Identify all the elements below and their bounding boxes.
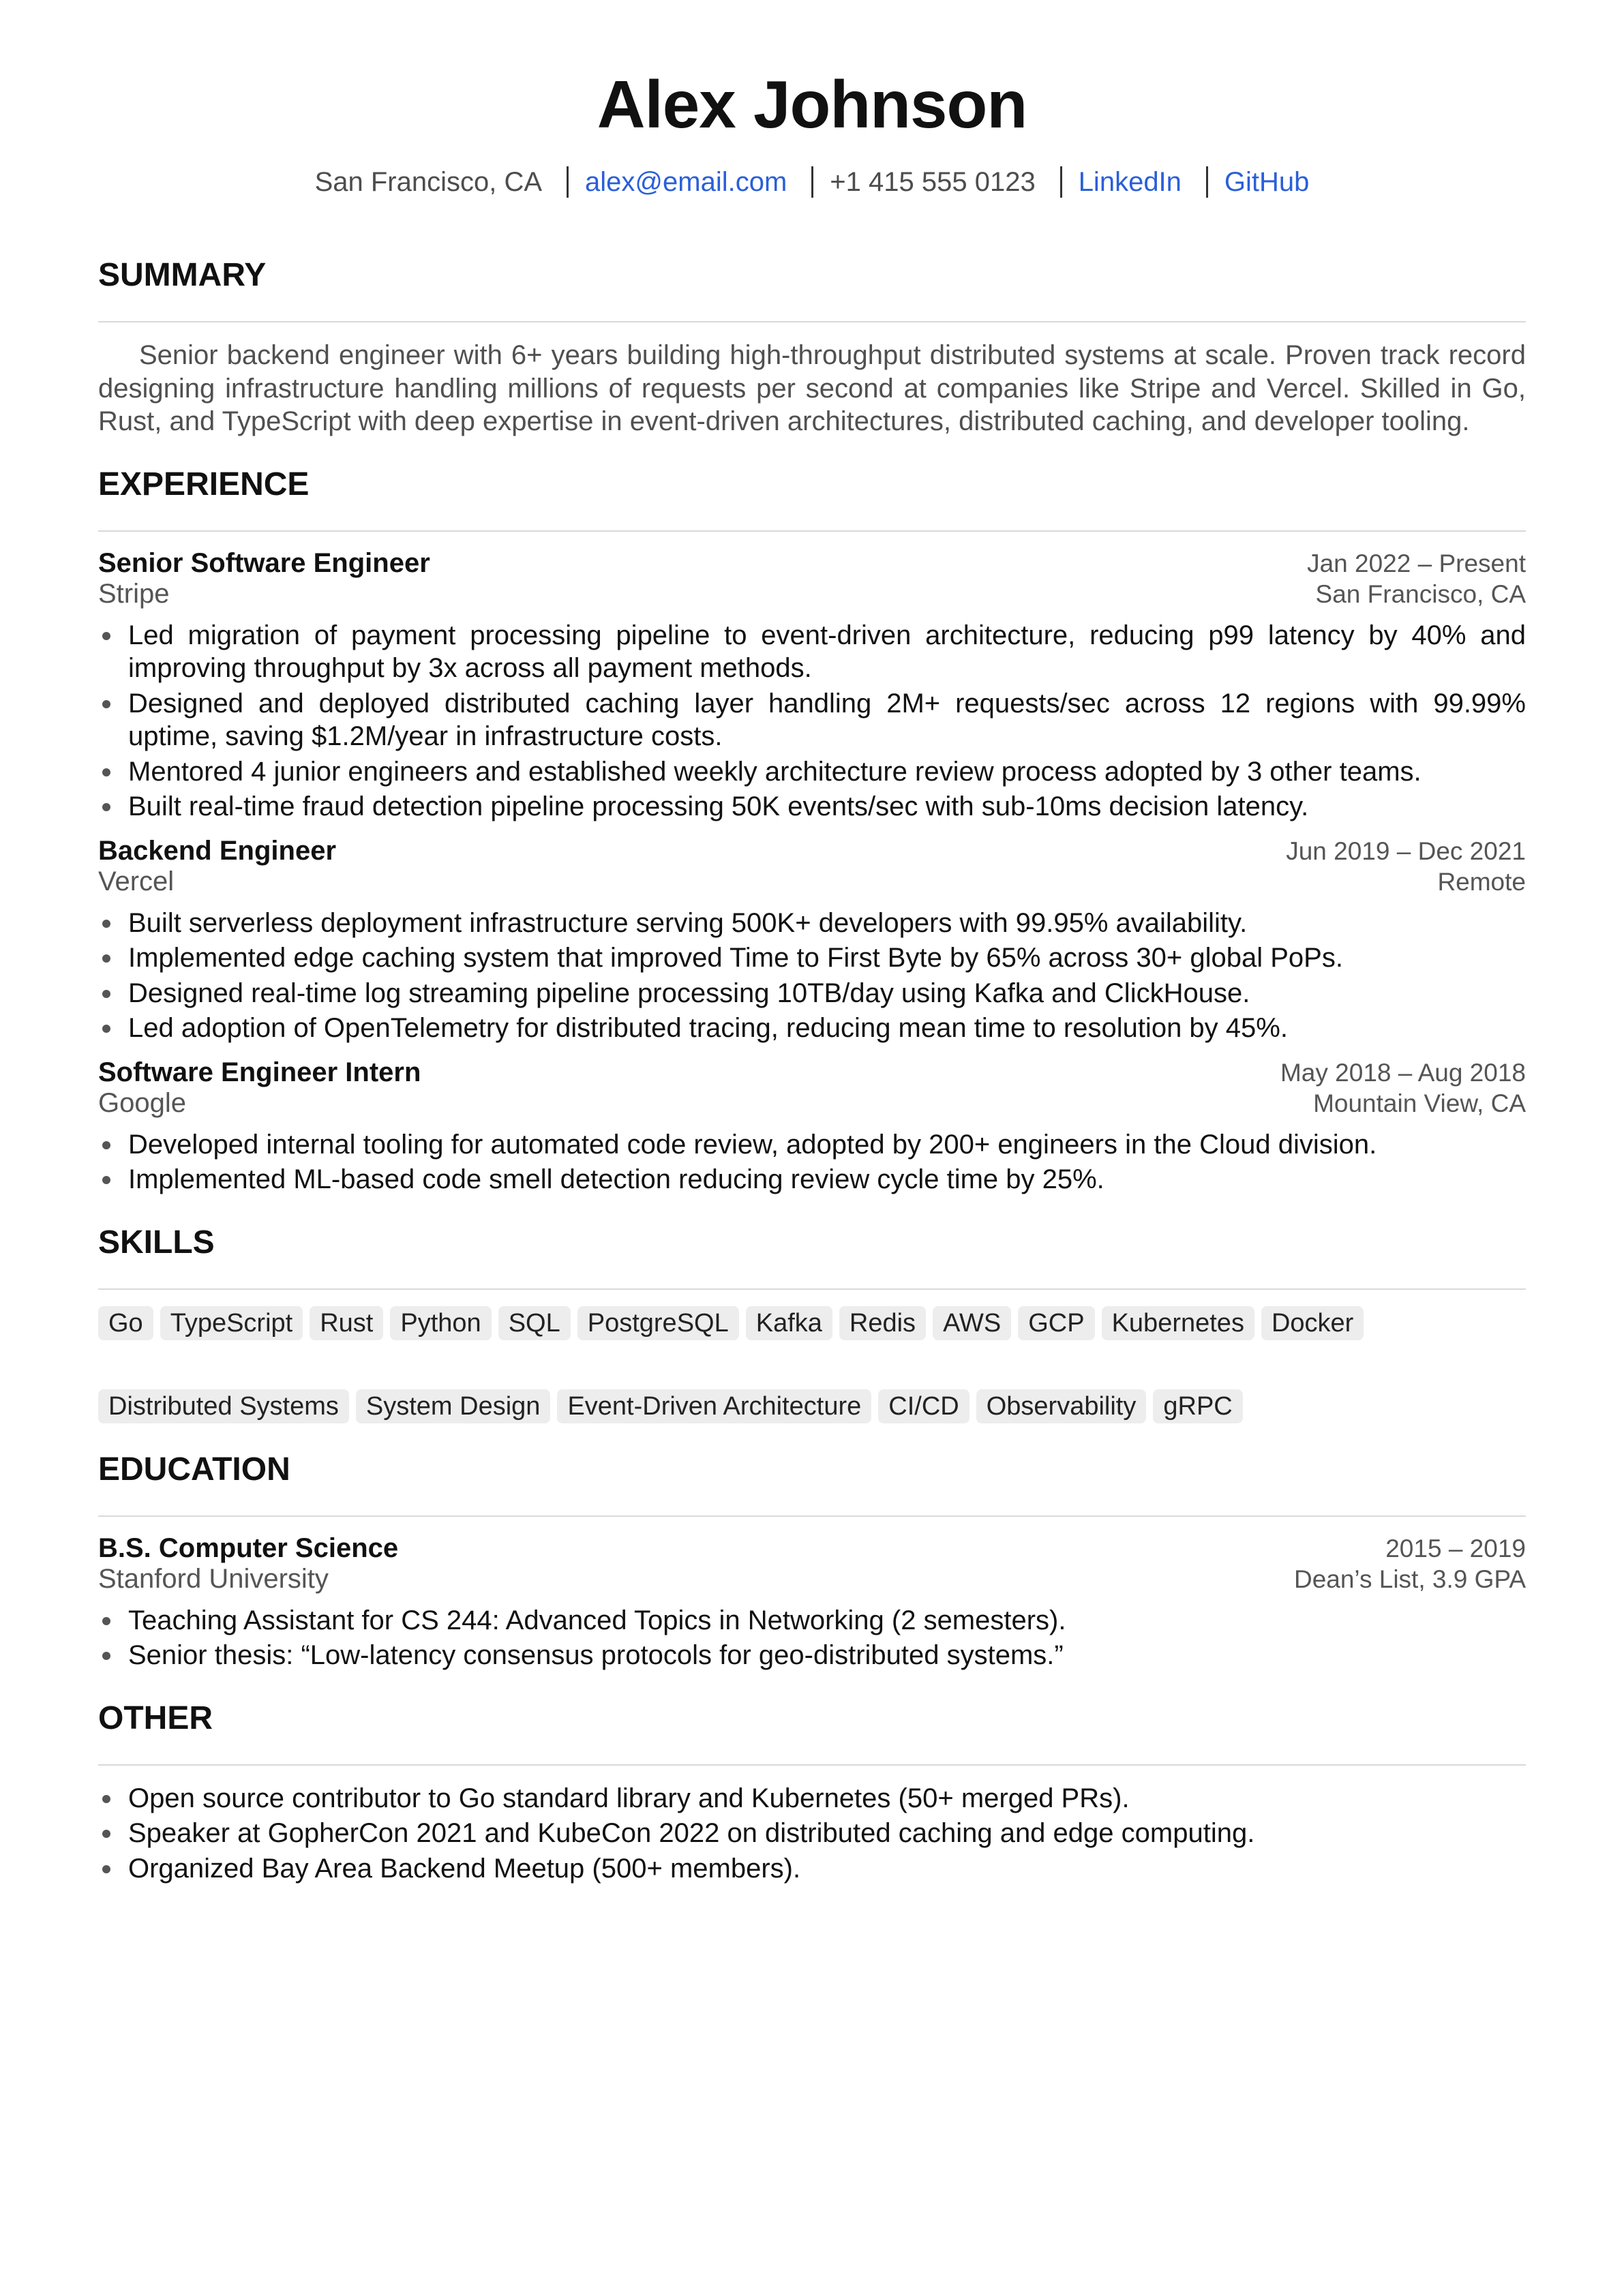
skills-list <box>98 1306 1526 1423</box>
skill-tag: Rust <box>310 1306 383 1340</box>
other-section <box>98 1702 1526 1886</box>
skill-tag: GCP <box>1018 1306 1094 1340</box>
section-divider <box>98 530 1526 532</box>
section-divider <box>98 1288 1526 1290</box>
skill-tag: SQL <box>498 1306 571 1340</box>
job-company: Stripe <box>98 578 170 609</box>
skill-tag: AWS <box>933 1306 1011 1340</box>
job-title: Software Engineer Intern <box>98 1057 421 1087</box>
job-header <box>98 1057 1526 1088</box>
skill-tag: gRPC <box>1153 1389 1242 1423</box>
skill-tag: Redis <box>839 1306 926 1340</box>
contact-divider <box>1206 166 1208 198</box>
job-header <box>98 836 1526 866</box>
skill-tag: Go <box>98 1306 153 1340</box>
list-item: Speaker at GopherCon 2021 and KubeCon 2022 on distributed caching and edge computing. <box>98 1817 1526 1850</box>
contact-line <box>98 166 1526 198</box>
email-link[interactable]: alex@email.com <box>585 167 787 197</box>
list-item: Implemented edge caching system that improved Time to First Byte by 65% across 30+ global PoPs. <box>98 941 1526 975</box>
candidate-name: Alex Johnson <box>597 67 1027 142</box>
job-bullets <box>98 907 1526 1045</box>
skill-tag: Kubernetes <box>1102 1306 1254 1340</box>
list-item: Built real-time fraud detection pipeline processing 50K events/sec with sub-10ms decision latency. <box>98 790 1526 824</box>
skill-tag: Observability <box>976 1389 1147 1423</box>
job-subheader <box>98 866 1526 897</box>
contact-divider <box>1060 166 1062 198</box>
summary-text: Senior backend engineer with 6+ years building high-throughput distributed systems at scale. Proven track record designing infrastructure handling millions of requests per second at companies like Stripe and Vercel. Skilled in Go, Rust, and TypeScript with deep expertise in event-driven architectures, distributed caching, and developer tooling. <box>98 340 1526 436</box>
bullet-dot-icon <box>102 1025 110 1033</box>
job-location: San Francisco, CA <box>1315 579 1526 608</box>
education-dates: 2015 – 2019 <box>1385 1534 1526 1562</box>
job-location: Remote <box>1437 867 1526 896</box>
skill-tag: Event-Driven Architecture <box>557 1389 871 1423</box>
section-divider <box>98 321 1526 322</box>
list-item: Designed and deployed distributed caching layer handling 2M+ requests/sec across 12 regions with 99.99% uptime, saving $1.2M/year in infrastructure costs. <box>98 687 1526 753</box>
linkedin-link[interactable]: LinkedIn <box>1078 167 1182 197</box>
skill-tag: Python <box>390 1306 491 1340</box>
skills-section <box>98 1226 1526 1423</box>
bullet-dot-icon <box>102 803 110 811</box>
job-dates: Jun 2019 – Dec 2021 <box>1286 836 1526 865</box>
contact-divider <box>567 166 569 198</box>
job-company: Vercel <box>98 866 175 896</box>
contact-phone: +1 415 555 0123 <box>830 167 1036 197</box>
job-dates: Jan 2022 – Present <box>1307 549 1526 577</box>
job-bullets <box>98 1128 1526 1196</box>
bullet-dot-icon <box>102 1865 110 1873</box>
job-bullets <box>98 619 1526 824</box>
section-divider <box>98 1515 1526 1517</box>
education-honors: Dean’s List, 3.9 GPA <box>1293 1565 1526 1593</box>
list-item: Led migration of payment processing pipeline to event-driven architecture, reducing p99 latency by 40% and improving throughput by 3x across all payment methods. <box>98 619 1526 685</box>
skill-tag: CI/CD <box>878 1389 969 1423</box>
education-bullets <box>98 1604 1526 1672</box>
job-title: Backend Engineer <box>98 835 337 866</box>
list-item: Mentored 4 junior engineers and established weekly architecture review process adopted by 3 other teams. <box>98 755 1526 789</box>
job-entry <box>98 548 1526 824</box>
bullet-dot-icon <box>102 632 110 640</box>
bullet-dot-icon <box>102 700 110 708</box>
job-entry <box>98 1057 1526 1196</box>
bullet-dot-icon <box>102 768 110 776</box>
education-entry <box>98 1533 1526 1672</box>
job-header <box>98 548 1526 579</box>
contact-location: San Francisco, CA <box>314 167 543 197</box>
bullet-dot-icon <box>102 1141 110 1149</box>
bullet-dot-icon <box>102 1617 110 1625</box>
bullet-dot-icon <box>102 990 110 998</box>
job-company: Google <box>98 1087 186 1118</box>
job-location: Mountain View, CA <box>1313 1089 1526 1117</box>
job-subheader <box>98 579 1526 609</box>
skill-tag: PostgreSQL <box>577 1306 739 1340</box>
skill-tag: System Design <box>356 1389 551 1423</box>
job-entry <box>98 836 1526 1045</box>
contact-divider <box>811 166 813 198</box>
skill-tag: TypeScript <box>160 1306 303 1340</box>
skill-tag: Docker <box>1261 1306 1364 1340</box>
section-title-education: EDUCATION <box>98 1451 290 1487</box>
list-item: Senior thesis: “Low-latency consensus protocols for geo-distributed systems.” <box>98 1639 1526 1672</box>
section-title-other: OTHER <box>98 1700 213 1736</box>
skill-tag: Distributed Systems <box>98 1389 349 1423</box>
job-subheader <box>98 1088 1526 1119</box>
list-item: Implemented ML-based code smell detection reducing review cycle time by 25%. <box>98 1163 1526 1196</box>
education-header <box>98 1533 1526 1564</box>
section-title-summary: SUMMARY <box>98 257 267 293</box>
list-item: Built serverless deployment infrastructure serving 500K+ developers with 99.95% availability. <box>98 907 1526 940</box>
section-title-skills: SKILLS <box>98 1224 215 1260</box>
bullet-dot-icon <box>102 1795 110 1803</box>
bullet-dot-icon <box>102 1652 110 1660</box>
other-bullets <box>98 1782 1526 1886</box>
bullet-dot-icon <box>102 1176 110 1184</box>
summary-section <box>98 259 1526 438</box>
experience-section <box>98 468 1526 1196</box>
section-title-experience: EXPERIENCE <box>98 466 310 502</box>
degree-title: B.S. Computer Science <box>98 1532 399 1563</box>
github-link[interactable]: GitHub <box>1224 167 1310 197</box>
list-item: Teaching Assistant for CS 244: Advanced Topics in Networking (2 semesters). <box>98 1604 1526 1637</box>
section-divider <box>98 1764 1526 1766</box>
education-section <box>98 1453 1526 1672</box>
job-title: Senior Software Engineer <box>98 547 430 578</box>
list-item: Organized Bay Area Backend Meetup (500+ members). <box>98 1852 1526 1886</box>
bullet-dot-icon <box>102 1830 110 1838</box>
job-dates: May 2018 – Aug 2018 <box>1280 1058 1526 1087</box>
school-name: Stanford University <box>98 1563 329 1594</box>
list-item: Open source contributor to Go standard library and Kubernetes (50+ merged PRs). <box>98 1782 1526 1815</box>
bullet-dot-icon <box>102 954 110 963</box>
list-item: Led adoption of OpenTelemetry for distributed tracing, reducing mean time to resolution by 45%. <box>98 1012 1526 1045</box>
list-item: Developed internal tooling for automated code review, adopted by 200+ engineers in the Cloud division. <box>98 1128 1526 1162</box>
list-item: Designed real-time log streaming pipeline processing 10TB/day using Kafka and ClickHouse. <box>98 977 1526 1010</box>
education-subheader <box>98 1564 1526 1595</box>
skill-tag: Kafka <box>746 1306 832 1340</box>
bullet-dot-icon <box>102 920 110 928</box>
